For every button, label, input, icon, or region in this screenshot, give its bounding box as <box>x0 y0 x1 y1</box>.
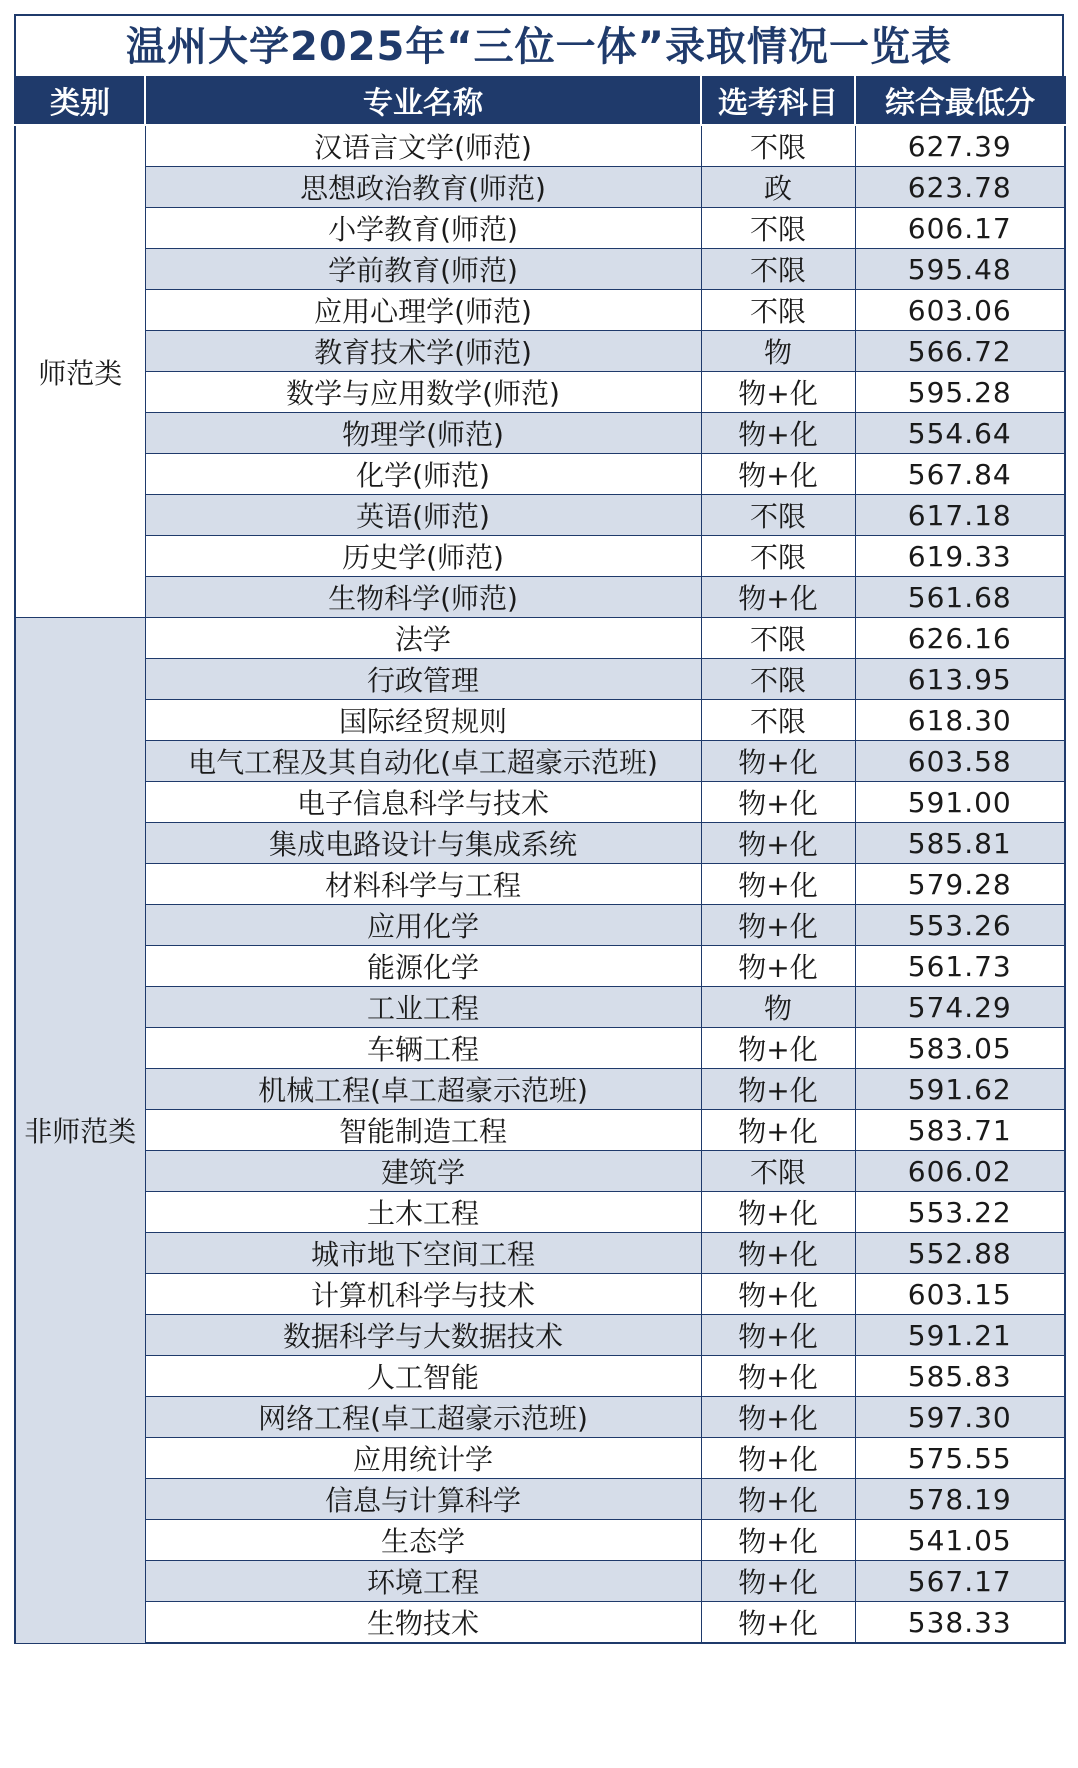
score-cell: 567.17 <box>855 1561 1065 1602</box>
table-row <box>15 1602 1065 1644</box>
subjects-cell: 物+化 <box>701 741 855 782</box>
table-row <box>15 1192 1065 1233</box>
score-cell: 566.72 <box>855 331 1065 372</box>
table-row <box>15 454 1065 495</box>
score-cell: 591.62 <box>855 1069 1065 1110</box>
table-row <box>15 1561 1065 1602</box>
score-cell: 603.15 <box>855 1274 1065 1315</box>
subjects-cell: 政 <box>701 167 855 208</box>
table-row <box>15 208 1065 249</box>
table-row <box>15 1520 1065 1561</box>
subjects-cell: 不限 <box>701 700 855 741</box>
table-body <box>15 125 1065 1643</box>
major-cell: 汉语言文学(师范) <box>145 125 701 167</box>
score-cell: 585.83 <box>855 1356 1065 1397</box>
table-row <box>15 905 1065 946</box>
table-row <box>15 125 1065 167</box>
score-cell: 595.48 <box>855 249 1065 290</box>
subjects-cell: 不限 <box>701 249 855 290</box>
score-cell: 553.22 <box>855 1192 1065 1233</box>
score-cell: 567.84 <box>855 454 1065 495</box>
table-row <box>15 249 1065 290</box>
subjects-cell: 不限 <box>701 618 855 659</box>
page-title: 温州大学2025年“三位一体”录取情况一览表 <box>14 14 1064 76</box>
score-cell: 591.00 <box>855 782 1065 823</box>
score-cell: 603.06 <box>855 290 1065 331</box>
subjects-cell: 物+化 <box>701 1192 855 1233</box>
subjects-cell: 物+化 <box>701 1274 855 1315</box>
table-row <box>15 782 1065 823</box>
major-cell: 集成电路设计与集成系统 <box>145 823 701 864</box>
major-cell: 电气工程及其自动化(卓工超豪示范班) <box>145 741 701 782</box>
table-row <box>15 536 1065 577</box>
table-row <box>15 1438 1065 1479</box>
subjects-cell: 不限 <box>701 290 855 331</box>
major-cell: 学前教育(师范) <box>145 249 701 290</box>
major-cell: 英语(师范) <box>145 495 701 536</box>
score-cell: 627.39 <box>855 125 1065 167</box>
major-cell: 智能制造工程 <box>145 1110 701 1151</box>
major-cell: 车辆工程 <box>145 1028 701 1069</box>
table-row <box>15 823 1065 864</box>
table-row <box>15 700 1065 741</box>
subjects-cell: 物+化 <box>701 864 855 905</box>
subjects-cell: 物+化 <box>701 905 855 946</box>
subjects-cell: 物+化 <box>701 1602 855 1644</box>
table-row <box>15 1274 1065 1315</box>
subjects-cell: 物+化 <box>701 1069 855 1110</box>
score-cell: 561.73 <box>855 946 1065 987</box>
score-cell: 618.30 <box>855 700 1065 741</box>
subjects-cell: 物+化 <box>701 946 855 987</box>
subjects-cell: 不限 <box>701 536 855 577</box>
score-cell: 552.88 <box>855 1233 1065 1274</box>
score-cell: 591.21 <box>855 1315 1065 1356</box>
major-cell: 应用心理学(师范) <box>145 290 701 331</box>
major-cell: 应用统计学 <box>145 1438 701 1479</box>
table-row <box>15 1479 1065 1520</box>
subjects-cell: 物+化 <box>701 1520 855 1561</box>
subjects-cell: 物+化 <box>701 823 855 864</box>
major-cell: 小学教育(师范) <box>145 208 701 249</box>
subjects-cell: 物 <box>701 987 855 1028</box>
major-cell: 历史学(师范) <box>145 536 701 577</box>
admission-sheet <box>14 14 1064 1754</box>
subjects-cell: 物+化 <box>701 1233 855 1274</box>
major-cell: 国际经贸规则 <box>145 700 701 741</box>
table-row <box>15 372 1065 413</box>
major-cell: 思想政治教育(师范) <box>145 167 701 208</box>
subjects-cell: 物+化 <box>701 782 855 823</box>
score-cell: 613.95 <box>855 659 1065 700</box>
table-row <box>15 864 1065 905</box>
table-row <box>15 1028 1065 1069</box>
score-cell: 597.30 <box>855 1397 1065 1438</box>
subjects-cell: 物+化 <box>701 1438 855 1479</box>
major-cell: 行政管理 <box>145 659 701 700</box>
table-row <box>15 577 1065 618</box>
major-cell: 城市地下空间工程 <box>145 1233 701 1274</box>
table-row <box>15 1397 1065 1438</box>
score-cell: 583.05 <box>855 1028 1065 1069</box>
header-category: 类别 <box>15 76 145 125</box>
table-row <box>15 413 1065 454</box>
table-row <box>15 495 1065 536</box>
table-row <box>15 331 1065 372</box>
table-row <box>15 987 1065 1028</box>
major-cell: 数学与应用数学(师范) <box>145 372 701 413</box>
category-cell: 师范类 <box>15 125 145 618</box>
category-cell: 非师范类 <box>15 618 145 1644</box>
major-cell: 人工智能 <box>145 1356 701 1397</box>
score-cell: 554.64 <box>855 413 1065 454</box>
major-cell: 数据科学与大数据技术 <box>145 1315 701 1356</box>
score-cell: 561.68 <box>855 577 1065 618</box>
subjects-cell: 物+化 <box>701 1356 855 1397</box>
score-cell: 617.18 <box>855 495 1065 536</box>
score-cell: 575.55 <box>855 1438 1065 1479</box>
score-cell: 553.26 <box>855 905 1065 946</box>
score-cell: 574.29 <box>855 987 1065 1028</box>
subjects-cell: 物+化 <box>701 372 855 413</box>
major-cell: 物理学(师范) <box>145 413 701 454</box>
major-cell: 网络工程(卓工超豪示范班) <box>145 1397 701 1438</box>
score-cell: 626.16 <box>855 618 1065 659</box>
header-major: 专业名称 <box>145 76 701 125</box>
table-row <box>15 741 1065 782</box>
subjects-cell: 物+化 <box>701 413 855 454</box>
header-subjects: 选考科目 <box>701 76 855 125</box>
score-cell: 583.71 <box>855 1110 1065 1151</box>
subjects-cell: 不限 <box>701 659 855 700</box>
major-cell: 环境工程 <box>145 1561 701 1602</box>
table-row <box>15 290 1065 331</box>
score-cell: 606.17 <box>855 208 1065 249</box>
major-cell: 生态学 <box>145 1520 701 1561</box>
table-row <box>15 618 1065 659</box>
major-cell: 土木工程 <box>145 1192 701 1233</box>
header-row <box>15 76 1065 125</box>
major-cell: 生物科学(师范) <box>145 577 701 618</box>
score-cell: 579.28 <box>855 864 1065 905</box>
subjects-cell: 物+化 <box>701 1561 855 1602</box>
subjects-cell: 物+化 <box>701 1028 855 1069</box>
subjects-cell: 物+化 <box>701 454 855 495</box>
header-min-score: 综合最低分 <box>855 76 1065 125</box>
score-cell: 623.78 <box>855 167 1065 208</box>
major-cell: 生物技术 <box>145 1602 701 1644</box>
major-cell: 计算机科学与技术 <box>145 1274 701 1315</box>
major-cell: 信息与计算科学 <box>145 1479 701 1520</box>
subjects-cell: 物+化 <box>701 1397 855 1438</box>
score-cell: 541.05 <box>855 1520 1065 1561</box>
table-row <box>15 167 1065 208</box>
subjects-cell: 物+化 <box>701 577 855 618</box>
table-row <box>15 659 1065 700</box>
subjects-cell: 不限 <box>701 495 855 536</box>
subjects-cell: 物+化 <box>701 1110 855 1151</box>
table-row <box>15 1315 1065 1356</box>
score-cell: 578.19 <box>855 1479 1065 1520</box>
table-row <box>15 1233 1065 1274</box>
major-cell: 材料科学与工程 <box>145 864 701 905</box>
subjects-cell: 不限 <box>701 125 855 167</box>
table-row <box>15 1110 1065 1151</box>
score-cell: 619.33 <box>855 536 1065 577</box>
major-cell: 教育技术学(师范) <box>145 331 701 372</box>
major-cell: 能源化学 <box>145 946 701 987</box>
table-row <box>15 946 1065 987</box>
score-cell: 606.02 <box>855 1151 1065 1192</box>
score-cell: 595.28 <box>855 372 1065 413</box>
subjects-cell: 不限 <box>701 208 855 249</box>
major-cell: 化学(师范) <box>145 454 701 495</box>
table-row <box>15 1069 1065 1110</box>
major-cell: 法学 <box>145 618 701 659</box>
subjects-cell: 不限 <box>701 1151 855 1192</box>
score-cell: 585.81 <box>855 823 1065 864</box>
major-cell: 建筑学 <box>145 1151 701 1192</box>
score-cell: 538.33 <box>855 1602 1065 1644</box>
major-cell: 电子信息科学与技术 <box>145 782 701 823</box>
major-cell: 工业工程 <box>145 987 701 1028</box>
major-cell: 机械工程(卓工超豪示范班) <box>145 1069 701 1110</box>
table-row <box>15 1356 1065 1397</box>
major-cell: 应用化学 <box>145 905 701 946</box>
admission-table <box>14 76 1066 1644</box>
subjects-cell: 物+化 <box>701 1479 855 1520</box>
subjects-cell: 物+化 <box>701 1315 855 1356</box>
table-row <box>15 1151 1065 1192</box>
score-cell: 603.58 <box>855 741 1065 782</box>
subjects-cell: 物 <box>701 331 855 372</box>
